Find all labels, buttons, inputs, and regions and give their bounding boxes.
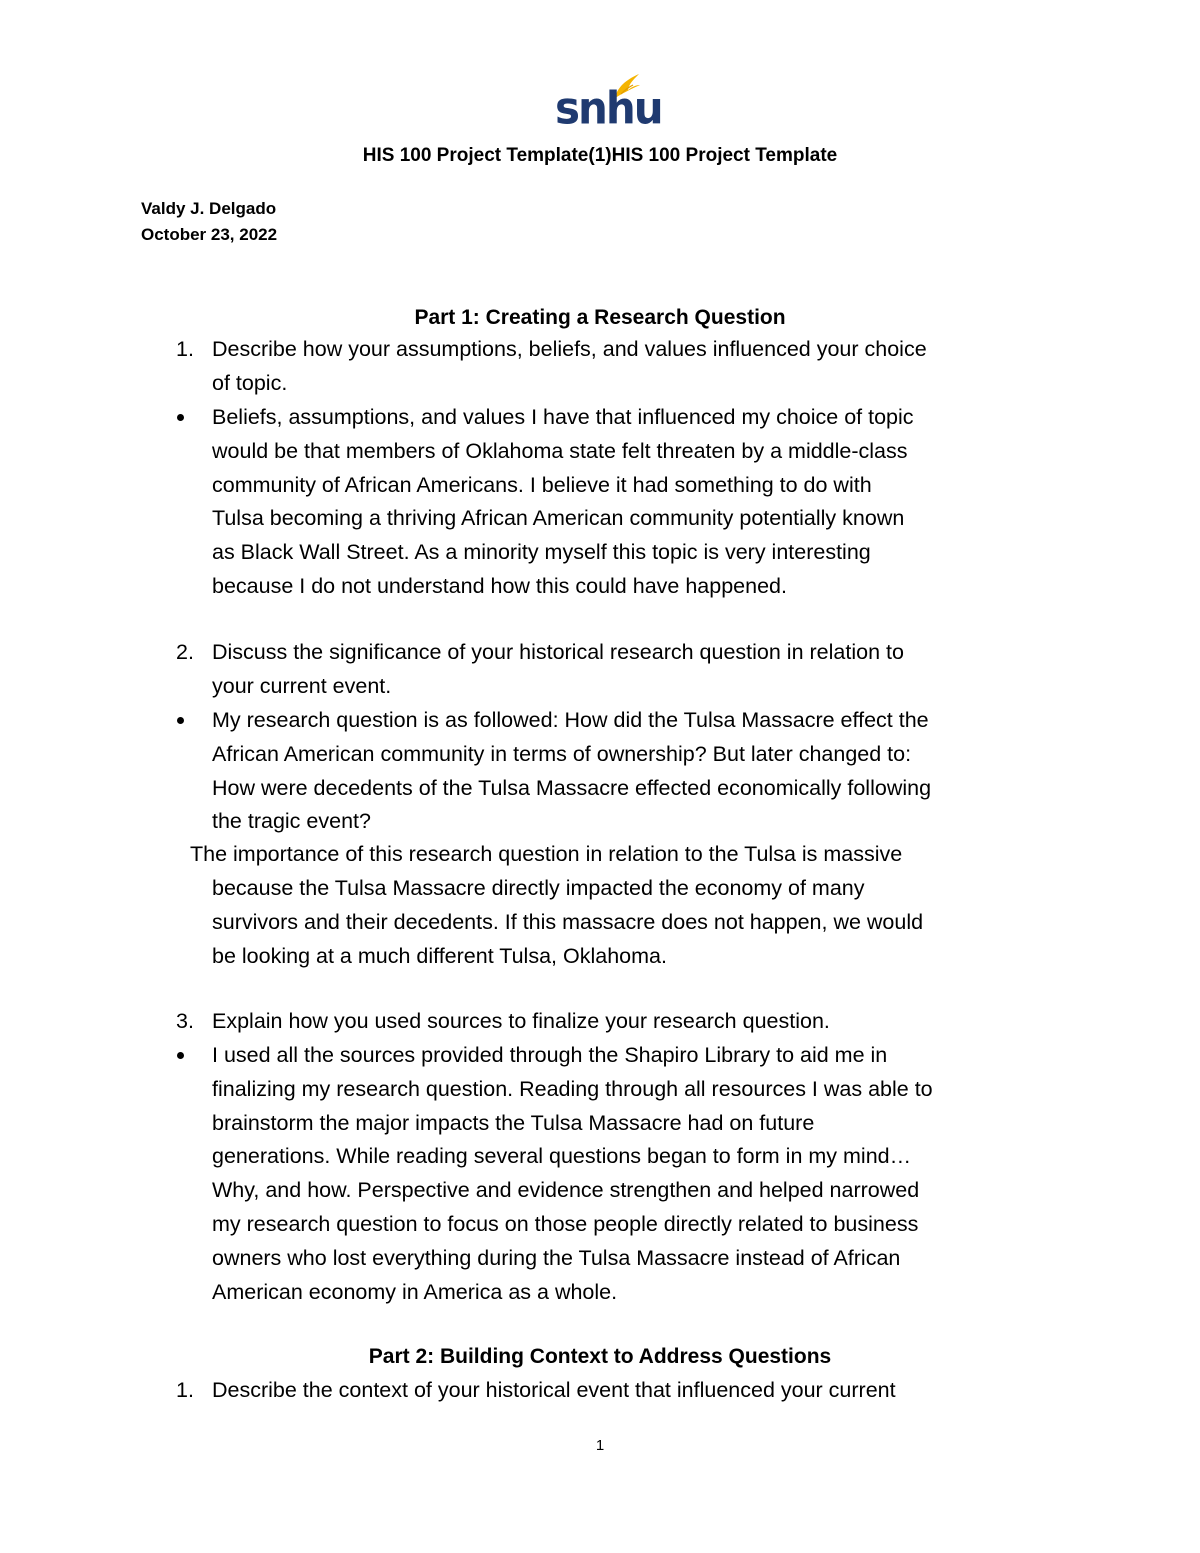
text-line: of topic. [212, 370, 288, 395]
text-line: because the Tulsa Massacre directly impacted the economy of many [212, 876, 865, 900]
text-line: your current event. [212, 673, 392, 698]
text-line: Discuss the significance of your historical research question in relation to [212, 640, 904, 664]
text-line: American economy in America as a whole. [212, 1279, 618, 1304]
document-title: HIS 100 Project Template(1)HIS 100 Project Template [362, 145, 838, 166]
author-name: Valdy J. Delgado [141, 199, 277, 218]
answer-2-continued-first-line: The importance of this research question in relation to the Tulsa is massive [190, 842, 903, 866]
part2-question-1 [212, 1374, 1072, 1408]
bullet-icon [177, 414, 184, 421]
page-number: 1 [595, 1437, 605, 1454]
answer-2-continued [212, 872, 1072, 973]
text-line: survivors and their decedents. If this massacre does not happen, we would [212, 909, 924, 934]
question-2 [212, 636, 1072, 704]
text-line: Why, and how. Perspective and evidence strengthen and helped narrowed [212, 1178, 920, 1203]
document-date: October 23, 2022 [141, 225, 278, 244]
question-number: 3. [176, 1009, 194, 1033]
text-line: My research question is as followed: How did the Tulsa Massacre effect the [212, 708, 929, 732]
text-line: generations. While reading several questions began to form in my mind… [212, 1144, 912, 1169]
text-line: brainstorm the major impacts the Tulsa Massacre had on future [212, 1110, 815, 1135]
text-line: would be that members of Oklahoma state felt threaten by a middle-class [212, 438, 908, 463]
text-line: Tulsa becoming a thriving African American community potentially known [212, 506, 905, 531]
part1-heading: Part 1: Creating a Research Question [414, 306, 786, 329]
text-line: Describe how your assumptions, beliefs, and values influenced your choice [212, 337, 927, 361]
question-1 [212, 333, 1072, 401]
text-line: Describe the context of your historical event that influenced your current [212, 1378, 896, 1402]
question-number: 1. [176, 337, 194, 361]
bullet-icon [177, 717, 184, 724]
question-number: 1. [176, 1378, 194, 1402]
logo-text: snhu [555, 82, 662, 135]
snhu-logo [553, 72, 662, 135]
text-line: as Black Wall Street. As a minority myself this topic is very interesting [212, 540, 871, 565]
bullet-icon [177, 1052, 184, 1059]
answer-3 [212, 1039, 1072, 1309]
part2-heading: Part 2: Building Context to Address Questions [368, 1345, 832, 1368]
text-line: Explain how you used sources to finalize your research question. [212, 1009, 830, 1033]
text-line: community of African Americans. I believe it had something to do with [212, 472, 872, 497]
text-line: be looking at a much different Tulsa, Oklahoma. [212, 943, 667, 968]
text-line: I used all the sources provided through the Shapiro Library to aid me in [212, 1043, 888, 1067]
text-line: Beliefs, assumptions, and values I have that influenced my choice of topic [212, 405, 914, 429]
text-line: How were decedents of the Tulsa Massacre effected economically following [212, 775, 932, 800]
question-number: 2. [176, 640, 194, 664]
text-line: the tragic event? [212, 809, 371, 834]
text-line: owners who lost everything during the Tulsa Massacre instead of African [212, 1245, 901, 1270]
text-line: African American community in terms of ownership? But later changed to: [212, 741, 912, 766]
text-line: because I do not understand how this could have happened. [212, 573, 787, 598]
text-line: finalizing my research question. Reading through all resources I was able to [212, 1076, 933, 1101]
question-3 [212, 1005, 1072, 1039]
answer-1 [212, 401, 1072, 604]
text-line: my research question to focus on those people directly related to business [212, 1211, 919, 1236]
answer-2 [212, 704, 1072, 839]
